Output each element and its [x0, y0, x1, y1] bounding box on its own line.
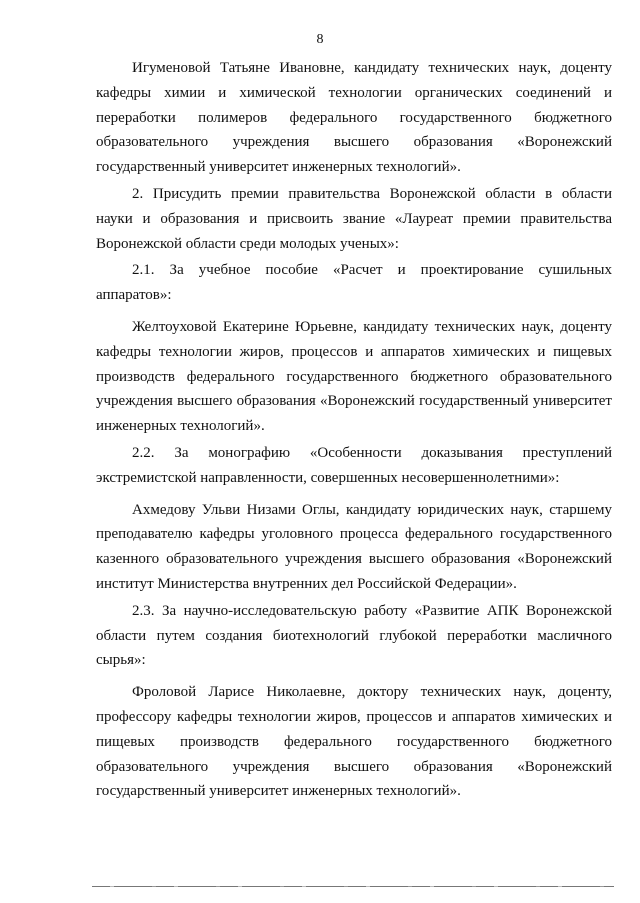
text-line: сырья»: — [96, 652, 146, 669]
text-line: области путем создания биотехнологий глубокой переработки масличного — [96, 627, 612, 644]
text-line: 2. Присудить премии правительства Воронежской области в области — [132, 185, 612, 202]
text-line: Игуменовой Татьяне Ивановне, кандидату технических наук, доценту — [132, 60, 612, 76]
paragraph-item-2-3 — [96, 599, 612, 673]
text-line: переработки полимеров федерального государственного бюджетного — [96, 109, 612, 126]
paragraph-igumenova — [96, 56, 612, 180]
text-line: учреждения высшего образования «Воронежский государственный университет — [96, 393, 612, 410]
text-line: казенного образовательного учреждения высшего образования «Воронежский — [96, 551, 612, 568]
document-body — [96, 56, 612, 804]
text-line: институт Министерства внутренних дел Российской Федерации». — [96, 575, 517, 592]
text-line: кафедры технологии жиров, процессов и аппаратов химических и пищевых — [96, 343, 612, 360]
text-line: кафедры химии и химической технологии органических соединений и — [96, 84, 612, 101]
text-line: образовательного учреждения высшего образования «Воронежский — [96, 134, 612, 151]
text-line: Воронежской области среди молодых ученых»: — [96, 235, 399, 252]
page-number: 8 — [316, 32, 324, 47]
text-line: преподавателю кафедры уголовного процесса федерального государственного — [96, 526, 612, 543]
text-line: Фроловой Ларисе Николаевне, доктору технических наук, доценту, — [132, 684, 612, 701]
text-line: инженерных технологий». — [96, 418, 265, 435]
text-line: государственный университет инженерных технологий». — [96, 159, 461, 176]
text-line: Желтоуховой Екатерине Юрьевне, кандидату технических наук, доценту — [132, 318, 612, 335]
scan-edge-line — [92, 886, 614, 887]
text-line: профессору кафедры технологии жиров, процессов и аппаратов химических и — [96, 708, 612, 725]
text-line: 2.3. За научно-исследовательскую работу «Развитие АПК Воронежской — [132, 602, 612, 619]
text-line: науки и образования и присвоить звание «Лауреат премии правительства — [96, 210, 612, 227]
text-line: пищевых производств федерального государственного бюджетного — [96, 733, 612, 750]
paragraph-zheltoukhova — [96, 315, 612, 439]
text-line: государственный университет инженерных технологий». — [96, 783, 461, 800]
paragraph-item-2-1 — [96, 258, 612, 308]
paragraph-akhmedov — [96, 498, 612, 597]
text-line: 2.1. За учебное пособие «Расчет и проектирование сушильных — [132, 262, 612, 279]
paragraph-frolova — [96, 680, 612, 804]
text-line: экстремистской направленности, совершенных несовершеннолетними»: — [96, 469, 560, 486]
text-line: Ахмедову Ульви Низами Оглы, кандидату юридических наук, старшему — [132, 501, 612, 518]
text-line: аппаратов»: — [96, 287, 172, 304]
paragraph-item-2-2 — [96, 441, 612, 491]
text-line: 2.2. За монографию «Особенности доказывания преступлений — [132, 444, 612, 461]
text-line: образовательного учреждения высшего образования «Воронежский — [96, 758, 612, 775]
text-line: производств федерального государственного бюджетного образовательного — [96, 368, 612, 385]
paragraph-item-2 — [96, 182, 612, 256]
